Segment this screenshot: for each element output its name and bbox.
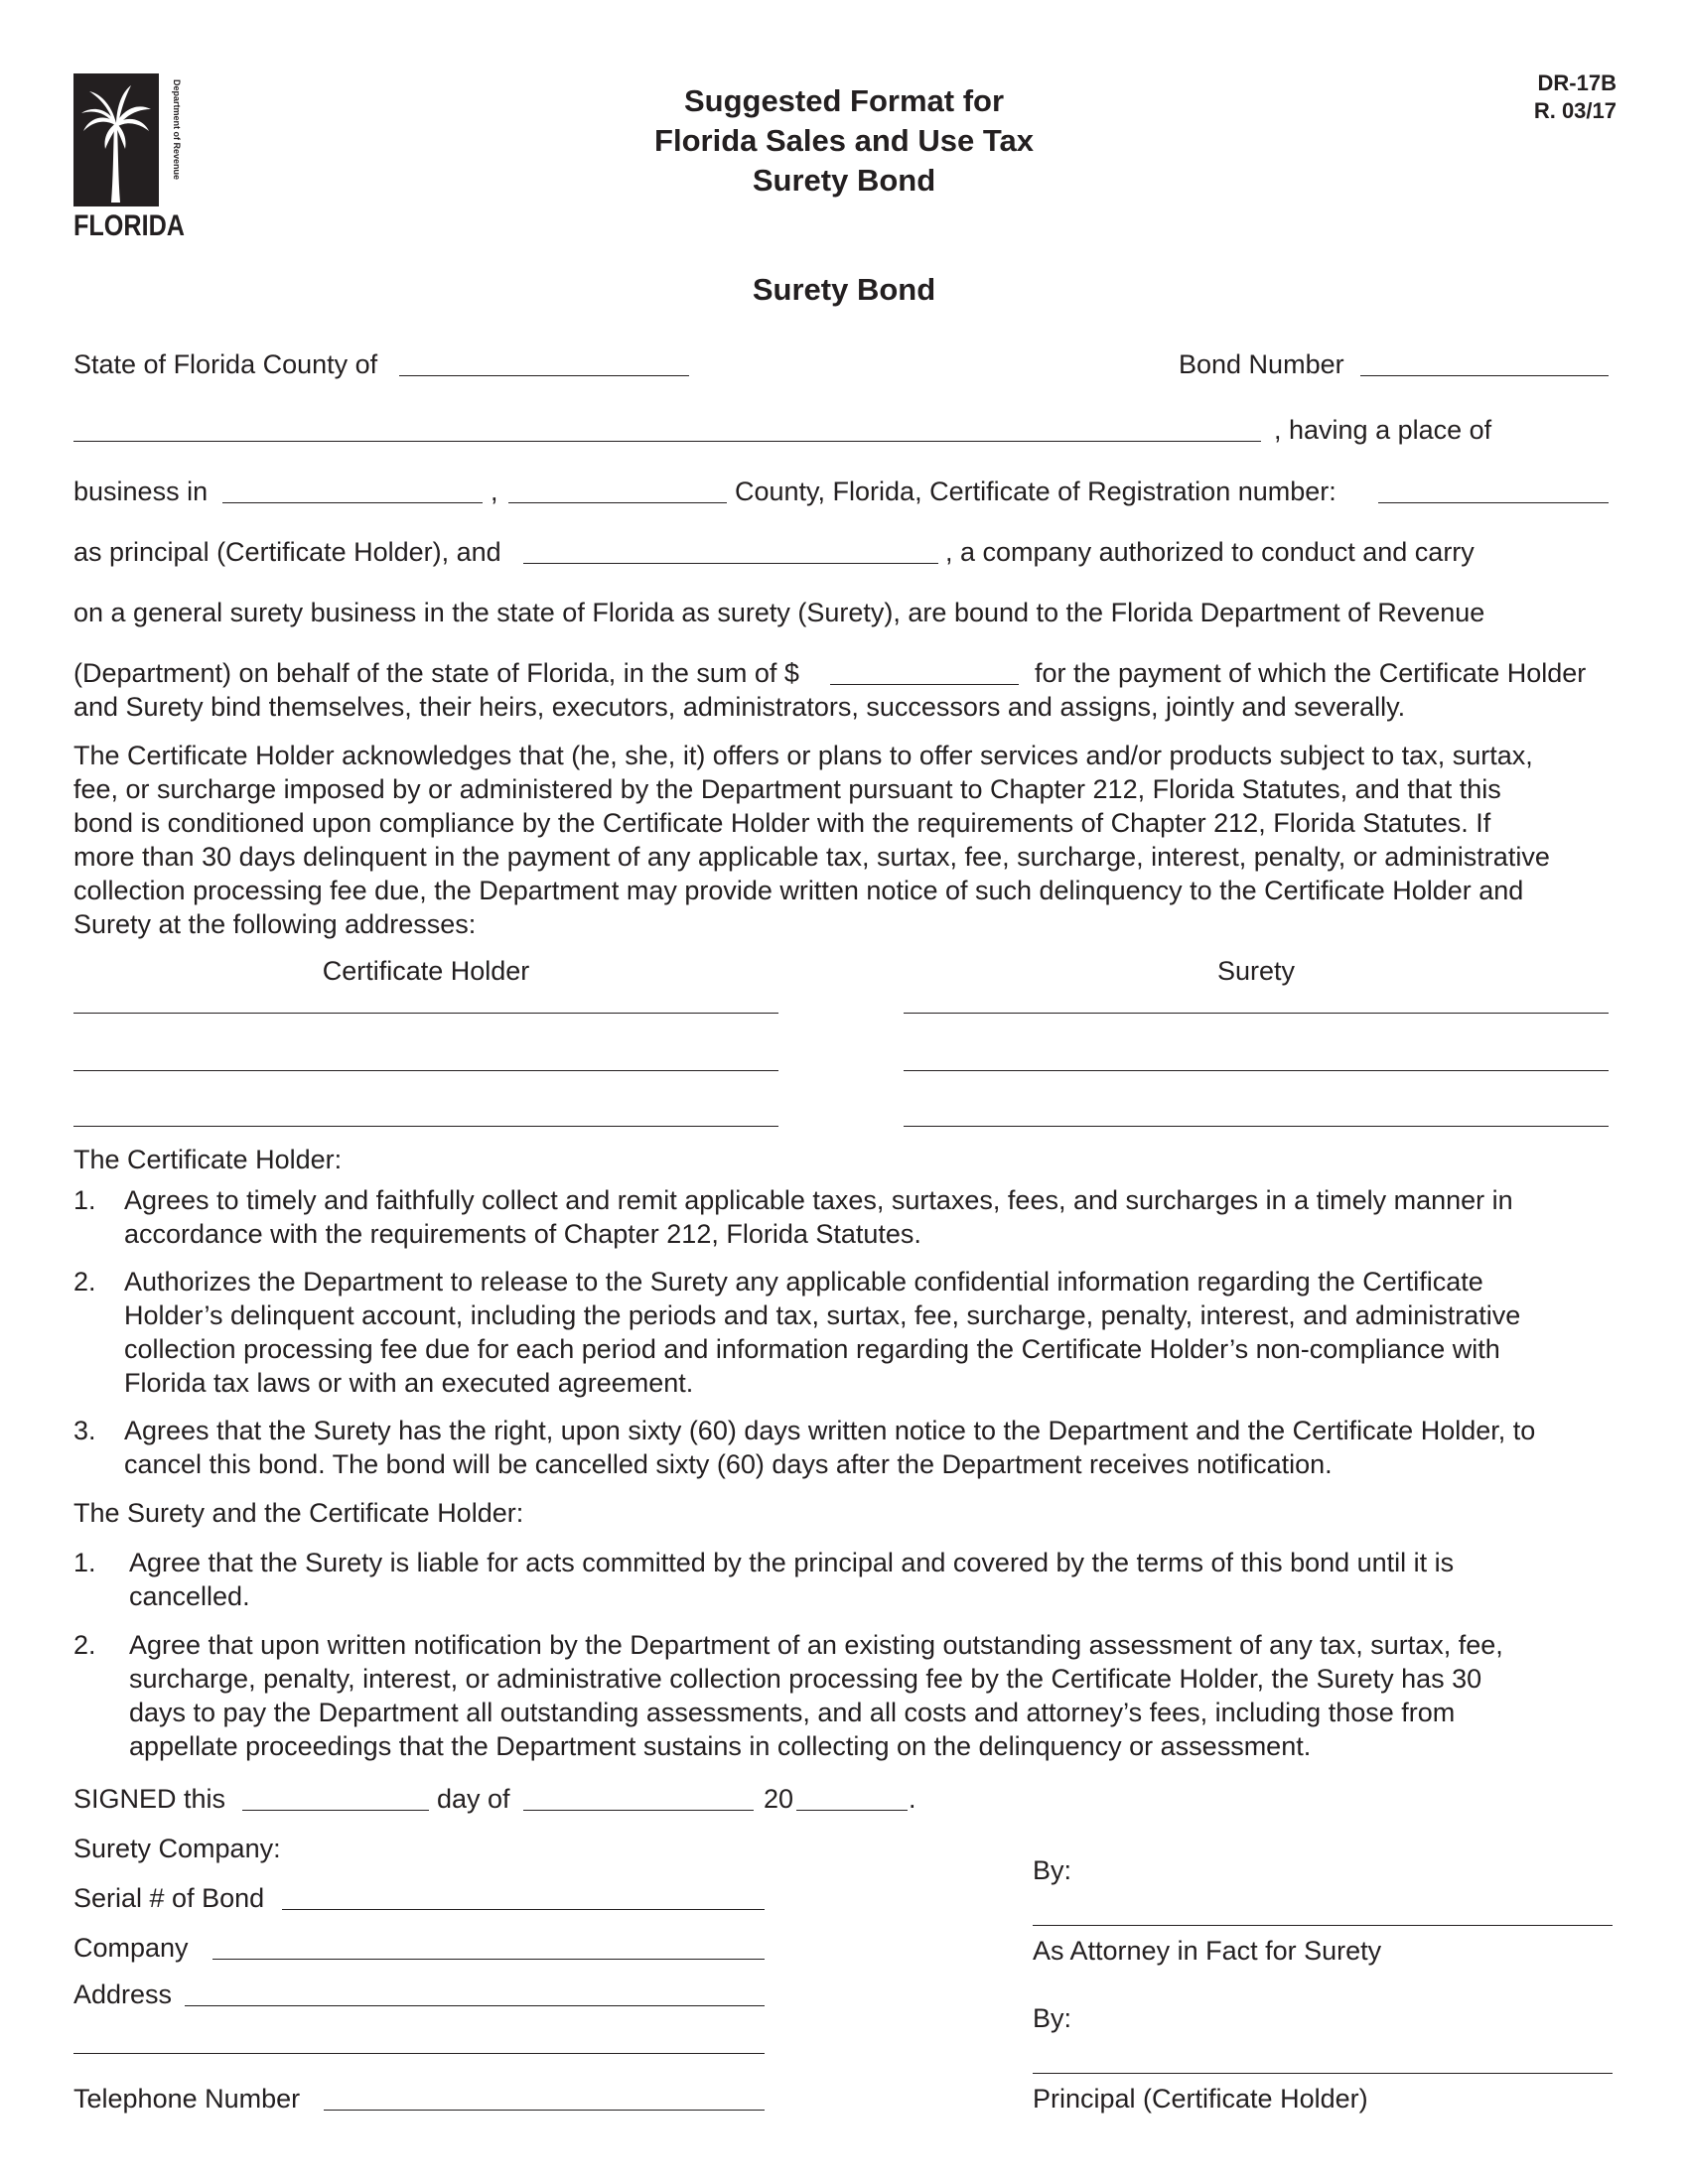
county-label: State of Florida County of — [73, 349, 378, 379]
as-principal-label: as principal (Certificate Holder), and — [73, 537, 501, 567]
signed-this-label: SIGNED this — [73, 1784, 226, 1814]
telephone-label: Telephone Number — [73, 2084, 301, 2114]
surety-company-field[interactable] — [523, 563, 938, 564]
company-label: Company — [73, 1933, 189, 1963]
item-number: 1. — [73, 1185, 96, 1215]
company-authorized-text: , a company authorized to conduct and carry — [945, 537, 1475, 567]
address-label: Address — [73, 1979, 173, 2009]
certificate-number-field[interactable] — [1378, 502, 1609, 503]
date-period: . — [909, 1784, 916, 1814]
business-in-label: business in — [73, 477, 209, 506]
telephone-field[interactable] — [324, 2110, 765, 2111]
item-text: Authorizes the Department to release to the Surety any applicable confidential information regarding the Certificate Holder’s delinquent account, including the periods and tax, surtax, fee, surcharge, penalty, interest, and administrative collection processing fee due for each period and information regarding the Certificate Holder’s non-compliance with Florida tax laws or with an executed agreement. — [124, 1267, 1521, 1398]
address-field-line-2[interactable] — [73, 2053, 765, 2054]
place-of-business-text: , having a place of — [1274, 415, 1492, 445]
bond-number-label: Bond Number — [1179, 349, 1344, 379]
holder-address-line-2[interactable] — [73, 1070, 778, 1071]
item-text: Agrees that the Surety has the right, upon sixty (60) days written notice to the Department and the Certificate Holder, to cancel this bond. The bond will be cancelled sixty (60) days after the Department receives notification. — [124, 1416, 1536, 1479]
form-number: DR-17B — [1537, 70, 1617, 95]
florida-dor-logo — [73, 73, 185, 242]
bond-amount-field[interactable] — [830, 684, 1019, 685]
section-title: Surety Bond — [752, 272, 936, 307]
logo-text: FLORIDA — [73, 209, 185, 242]
logo-vertical-text: Department of Revenue — [172, 79, 182, 181]
signed-day-field[interactable] — [242, 1810, 429, 1811]
attorney-signature-line[interactable] — [1033, 1925, 1613, 1926]
holder-address-line-1[interactable] — [73, 1013, 778, 1014]
day-of-label: day of — [437, 1784, 510, 1814]
surety-address-heading: Surety — [1216, 956, 1296, 986]
title-line-2: Florida Sales and Use Tax — [654, 123, 1034, 158]
palm-tree-icon — [73, 73, 185, 242]
item-text: Agrees to timely and faithfully collect and remit applicable taxes, surtaxes, fees, and surcharges in a timely manner in accordance with the requirements of Chapter 212, Florida Statutes. — [124, 1185, 1513, 1249]
joint-section-heading: The Surety and the Certificate Holder: — [73, 1498, 524, 1528]
signed-month-field[interactable] — [523, 1810, 754, 1811]
holder-section-heading: The Certificate Holder: — [73, 1145, 343, 1174]
signed-year-field[interactable] — [796, 1810, 908, 1811]
general-surety-text: on a general surety business in the state of Florida as surety (Surety), are bound to the Florida Department of Revenue — [73, 598, 1485, 627]
title-line-3: Surety Bond — [752, 163, 936, 198]
surety-address-line-1[interactable] — [904, 1013, 1609, 1014]
item-number: 2. — [73, 1267, 96, 1297]
serial-number-field[interactable] — [282, 1909, 765, 1910]
business-city-field[interactable] — [222, 502, 483, 503]
principal-label: Principal (Certificate Holder) — [1033, 2084, 1368, 2114]
department-sum-text: (Department) on behalf of the state of Florida, in the sum of $ — [73, 658, 799, 688]
bond-number-field[interactable] — [1360, 375, 1609, 376]
principal-name-field[interactable] — [73, 441, 1261, 442]
item-number: 1. — [73, 1548, 96, 1577]
bind-line-text: and Surety bind themselves, their heirs, executors, administrators, successors and assigns, jointly and severally. — [73, 692, 1406, 722]
certificate-registration-label: County, Florida, Certificate of Registration number: — [735, 477, 1336, 506]
holder-address-line-3[interactable] — [73, 1126, 778, 1127]
surety-address-line-3[interactable] — [904, 1126, 1609, 1127]
comma-separator: , — [491, 477, 498, 506]
certificate-holder-address-heading: Certificate Holder — [322, 956, 530, 986]
by-label-surety: By: — [1033, 1855, 1072, 1885]
attorney-in-fact-label: As Attorney in Fact for Surety — [1033, 1936, 1382, 1966]
serial-number-label: Serial # of Bond — [73, 1883, 265, 1913]
business-county-field[interactable] — [508, 502, 727, 503]
item-number: 3. — [73, 1416, 96, 1445]
company-field[interactable] — [212, 1959, 765, 1960]
principal-signature-line[interactable] — [1033, 2073, 1613, 2074]
item-text: Agree that upon written notification by the Department of an existing outstanding assessment of any tax, surtax, fee, surcharge, penalty, interest, or administrative collection processing fee by the Certificate Holder, the Surety has 30 days to pay the Department all outstanding assessments, and all costs and attorney’s fees, including those from appellate proceedings that the Department sustains in collecting on the delinquency or assessment. — [129, 1630, 1503, 1761]
document-title — [546, 81, 1142, 201]
item-number: 2. — [73, 1630, 96, 1660]
surety-address-line-2[interactable] — [904, 1070, 1609, 1071]
title-line-1: Suggested Format for — [683, 83, 1005, 118]
surety-company-label: Surety Company: — [73, 1834, 281, 1863]
for-payment-text: for the payment of which the Certificate Holder — [1035, 658, 1587, 688]
acknowledgement-paragraph: The Certificate Holder acknowledges that (he, she, it) offers or plans to offer services and/or products subject to tax, surtax, fee, or surcharge imposed by or administered by the Department pursuant to Chapter 212, Florida Statutes, and that this bond is conditioned upon compliance by the Certificate Holder with the requirements of Chapter 212, Florida Statutes. If more than 30 days delinquent in the payment of any applicable tax, surtax, fee, surcharge, interest, penalty, or administrative collection processing fee due, the Department may provide written notice of such delinquency to the Certificate Holder and Surety at the following addresses: — [73, 741, 1550, 939]
item-text: Agree that the Surety is liable for acts committed by the principal and covered by the terms of this bond until it is cancelled. — [129, 1548, 1455, 1611]
by-label-principal: By: — [1033, 2003, 1072, 2033]
address-field-line-1[interactable] — [185, 2005, 765, 2006]
revision-date: R. 03/17 — [1533, 98, 1617, 123]
year-prefix: 20 — [764, 1784, 794, 1814]
county-field[interactable] — [399, 375, 689, 376]
